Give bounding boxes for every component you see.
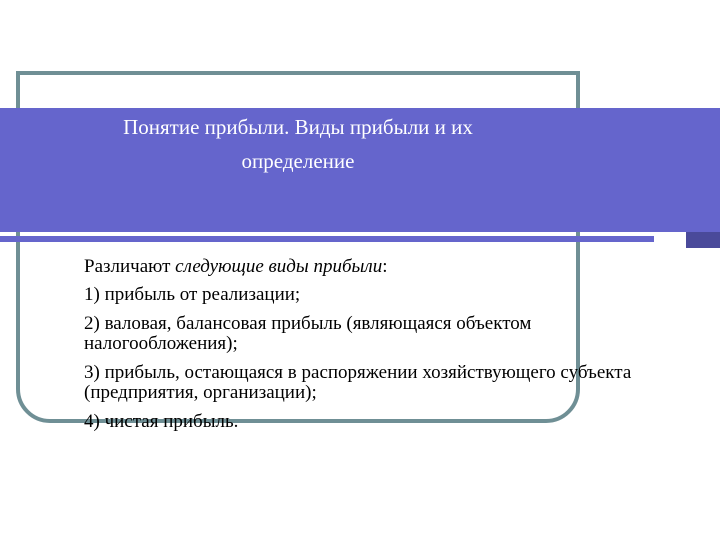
slide-title-line-1: Понятие прибыли. Виды прибыли и их (123, 115, 473, 139)
slide-title-line-2: определение (241, 149, 355, 173)
list-item-1: 1) прибыль от реализации; (84, 284, 301, 305)
intro-prefix: Различают (84, 256, 176, 277)
intro-suffix: : (382, 256, 388, 277)
list-item-2: 2) валовая, балансовая прибыль (являющаяся объектом налогообложения); (84, 313, 532, 354)
intro-paragraph (84, 257, 674, 277)
list-item-4: 4) чистая прибыль. (84, 411, 239, 432)
title-underline (0, 236, 654, 242)
slide-title (78, 110, 518, 178)
list-item-3: 3) прибыль, остающаяся в распоряжении хозяйствующего субъекта (предприятия, организации); (84, 362, 632, 403)
slide-body (84, 257, 674, 441)
intro-italic: следующие виды прибыли (175, 256, 383, 277)
